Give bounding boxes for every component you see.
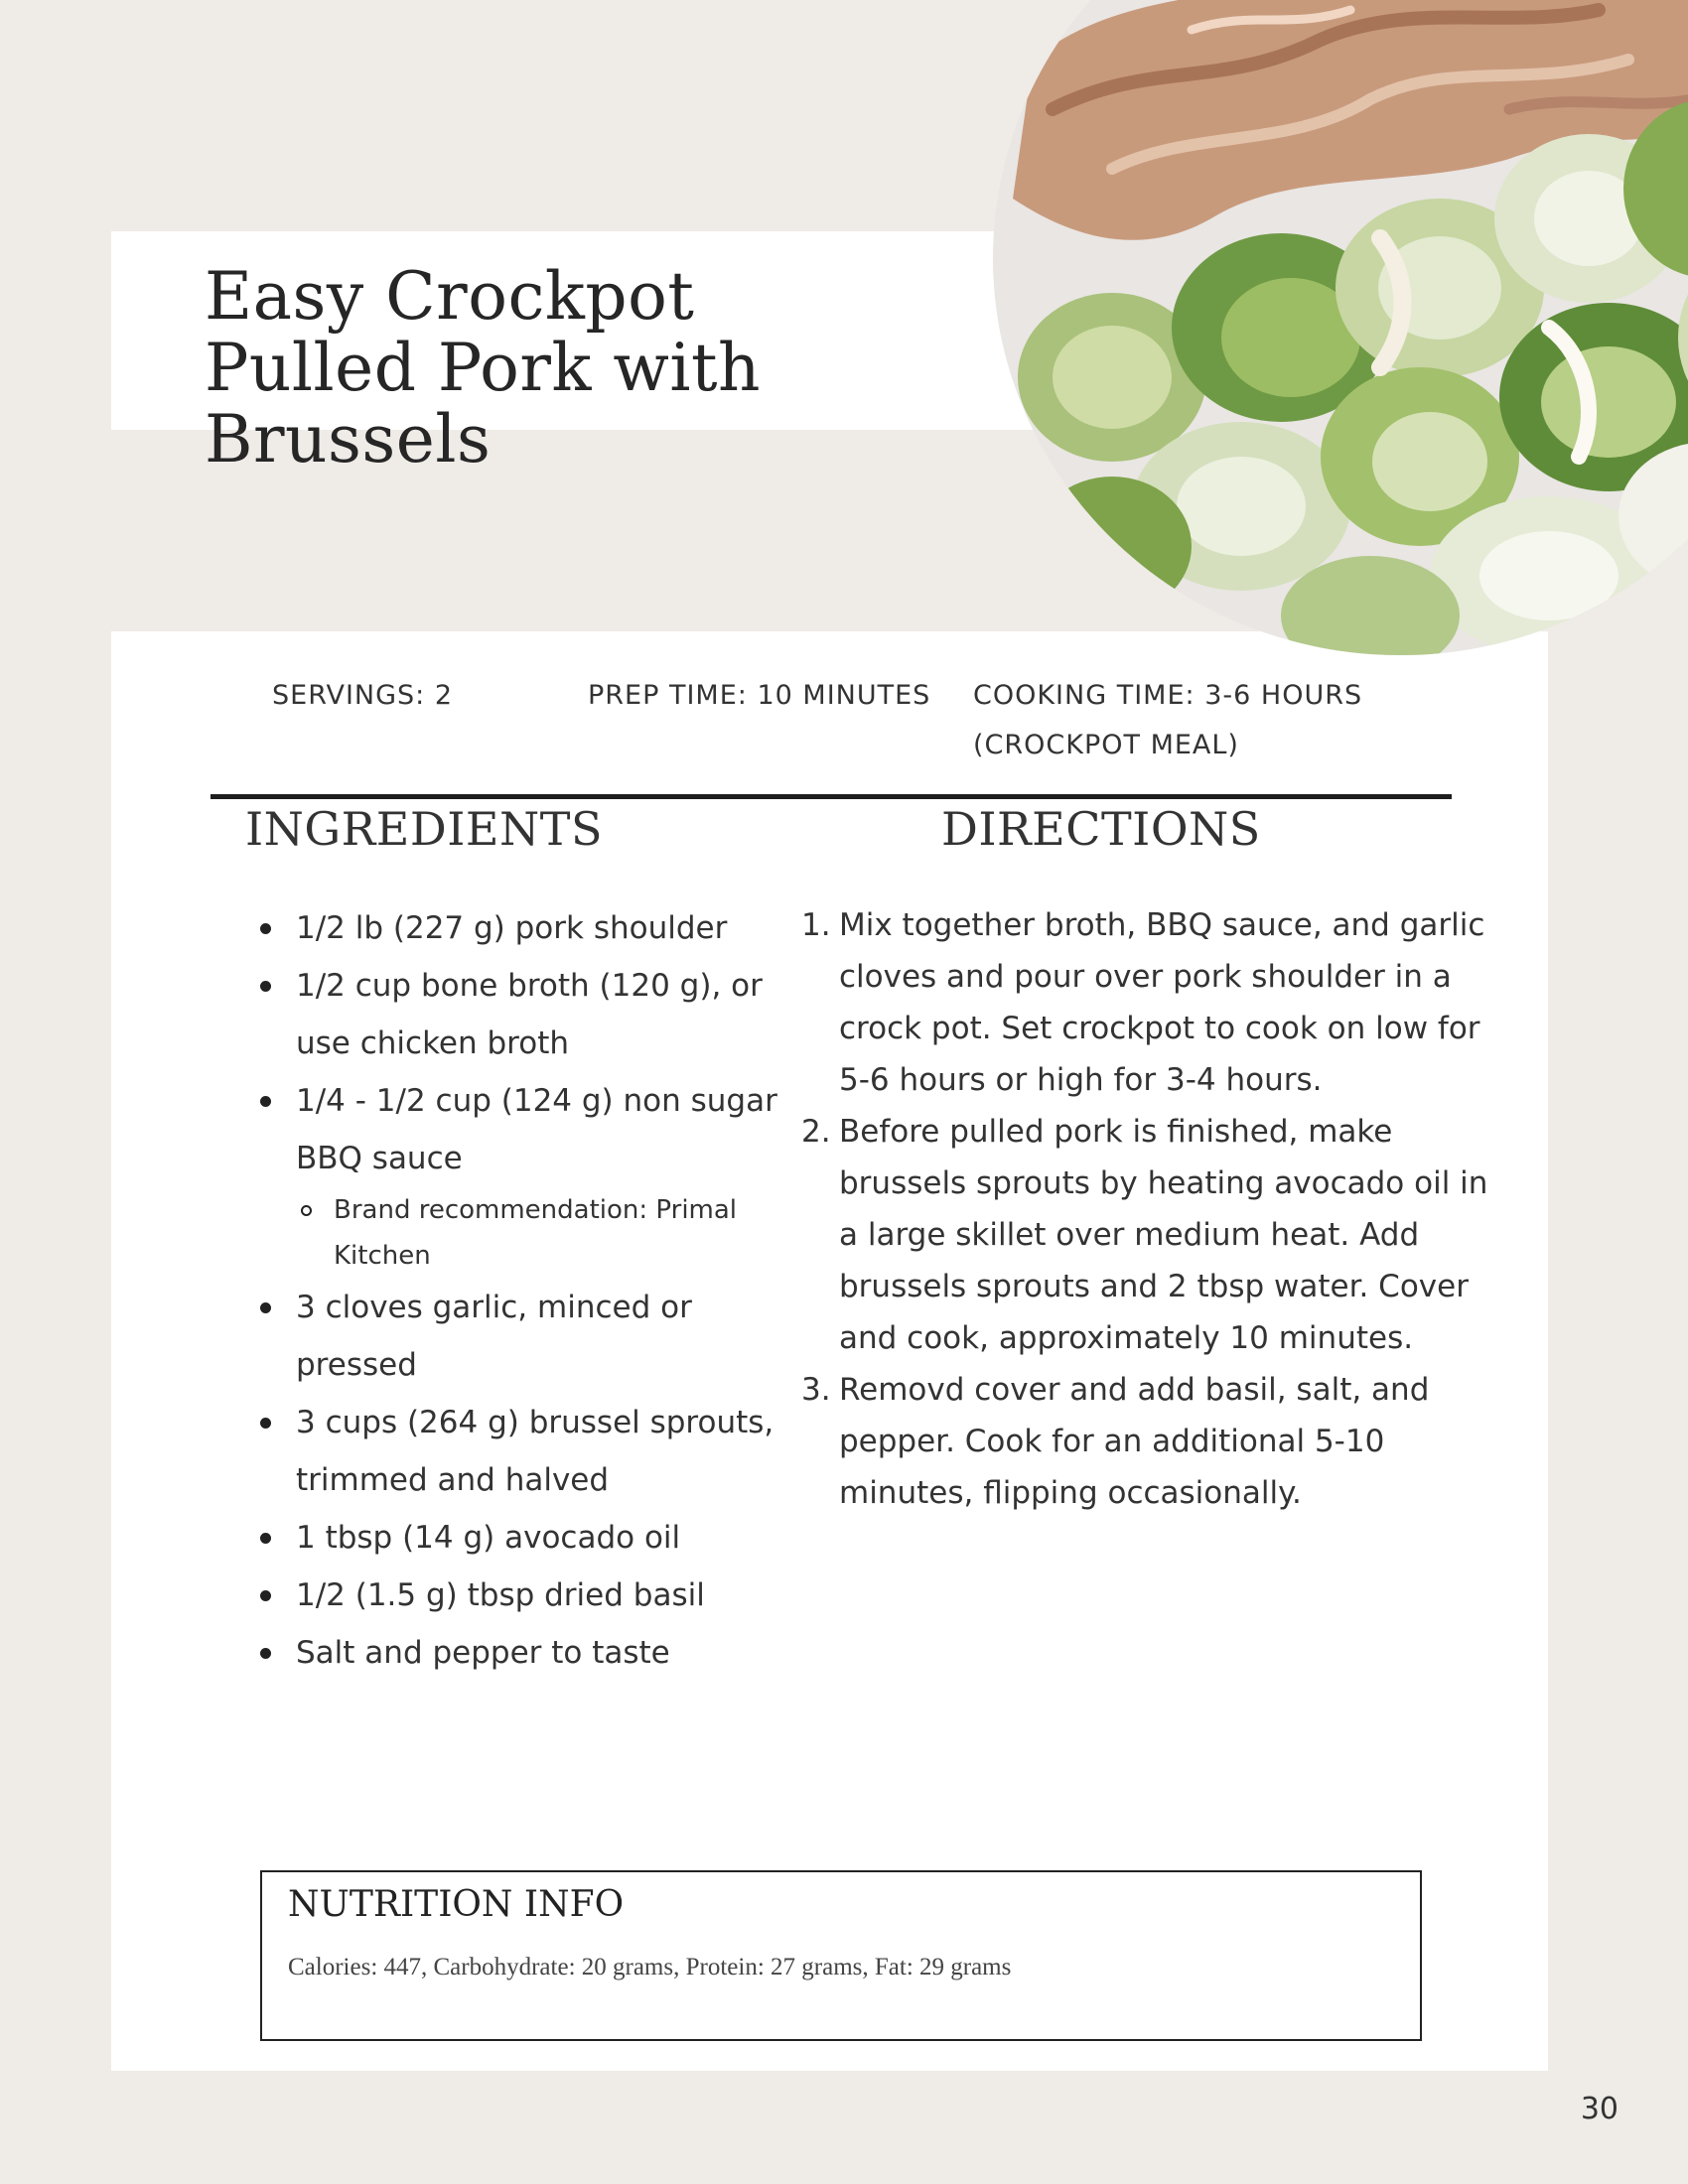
food-photo — [993, 0, 1688, 655]
nutrition-heading: NUTRITION INFO — [288, 1884, 625, 1925]
directions-list — [801, 899, 1516, 1519]
recipe-card — [111, 631, 1548, 2071]
servings-label: SERVINGS: 2 — [272, 680, 454, 711]
ingredient-text: 1/2 cup bone broth (120 g), or use chicken broth — [296, 968, 763, 1061]
prep-time-label: PREP TIME: 10 MINUTES — [588, 680, 931, 711]
step-text: Removd cover and add basil, salt, and pepper. Cook for an additional 5-10 minutes, flipping occasionally. — [839, 1372, 1430, 1511]
title-panel — [111, 231, 1064, 478]
step-text: Before pulled pork is finished, make brussels sprouts by heating avocado oil in a large skillet over medium heat. Add brussels sprouts and 2 tbsp water. Cover and cook, approximately 10 minutes. — [839, 1114, 1488, 1356]
step-number: 3. — [801, 1372, 831, 1408]
direction-step — [801, 899, 1516, 1106]
ingredient-text: 1 tbsp (14 g) avocado oil — [296, 1520, 681, 1556]
section-divider — [211, 794, 1452, 799]
nutrition-box — [260, 1870, 1422, 2041]
ingredient-item — [258, 957, 814, 1072]
recipe-title: Easy Crockpot Pulled Pork with Brussels — [205, 258, 762, 478]
cooking-time-label: COOKING TIME: 3-6 HOURS (CROCKPOT MEAL) — [973, 680, 1363, 760]
ingredients-heading: INGREDIENTS — [245, 802, 603, 856]
ingredient-text: Salt and pepper to taste — [296, 1635, 670, 1671]
ingredient-text: 1/2 (1.5 g) tbsp dried basil — [296, 1577, 705, 1613]
directions-heading: DIRECTIONS — [941, 802, 1261, 856]
direction-step — [801, 1106, 1516, 1364]
ingredient-item — [258, 1567, 814, 1624]
ingredient-text: 3 cloves garlic, minced or pressed — [296, 1290, 692, 1383]
page-number: 30 — [1580, 2092, 1618, 2126]
step-number: 2. — [801, 1114, 831, 1150]
ingredient-item — [258, 1394, 814, 1509]
ingredient-sublist — [296, 1187, 814, 1279]
ingredient-text: 3 cups (264 g) brussel sprouts, trimmed and halved — [296, 1405, 774, 1498]
nutrition-facts: Calories: 447, Carbohydrate: 20 grams, Protein: 27 grams, Fat: 29 grams — [288, 1954, 1012, 1980]
step-number: 1. — [801, 907, 831, 943]
ingredient-item — [258, 899, 814, 957]
ingredient-text: 1/2 lb (227 g) pork shoulder — [296, 910, 728, 946]
direction-step — [801, 1364, 1516, 1519]
ingredient-item — [258, 1509, 814, 1567]
ingredient-text: 1/4 - 1/2 cup (124 g) non sugar BBQ sauce — [296, 1083, 777, 1176]
food-photo-illustration — [993, 0, 1688, 655]
ingredient-item — [258, 1279, 814, 1394]
ingredient-item — [258, 1072, 814, 1279]
ingredients-list — [258, 899, 814, 1682]
ingredient-item — [258, 1624, 814, 1682]
step-text: Mix together broth, BBQ sauce, and garlic cloves and pour over pork shoulder in a crock pot. Set crockpot to cook on low for 5-6 hours or high for 3-4 hours. — [839, 907, 1485, 1098]
ingredient-note: Brand recommendation: Primal Kitchen — [296, 1187, 814, 1279]
